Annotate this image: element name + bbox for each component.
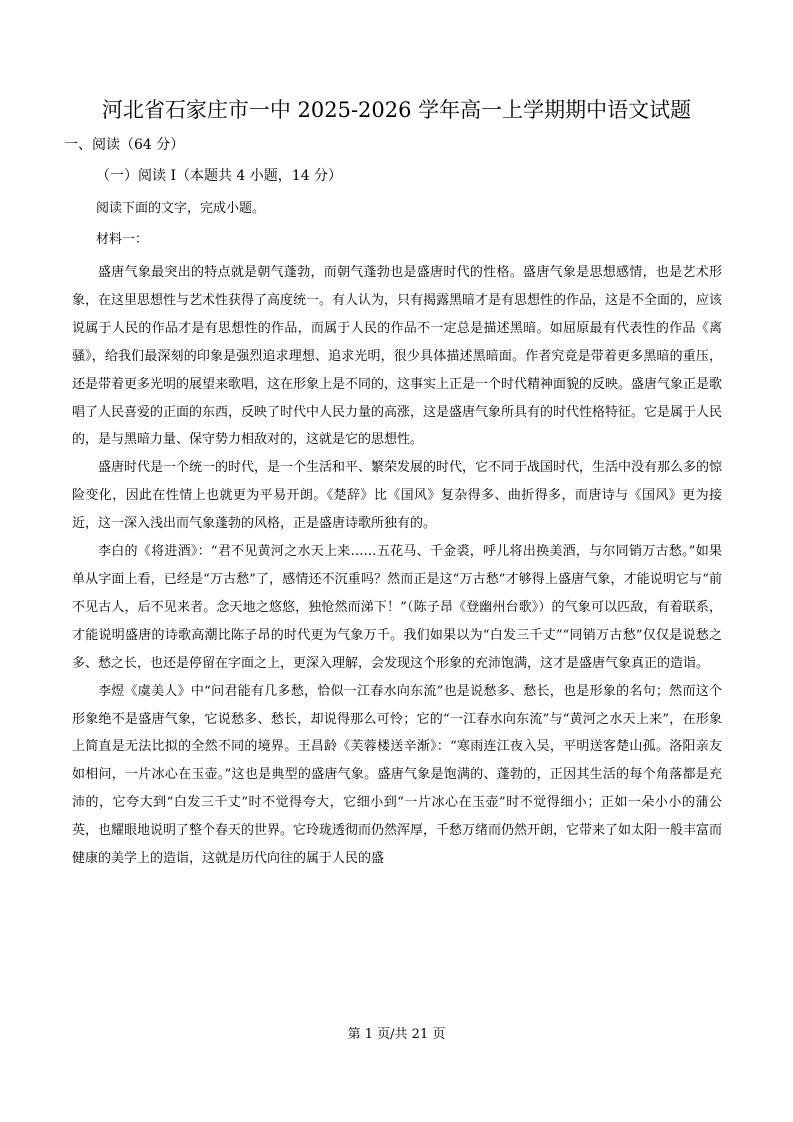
page-footer: 第 1 页/共 21 页: [347, 1027, 446, 1042]
paragraph: 李煜《虞美人》中“问君能有几多愁，恰似一江春水向东流”也是说愁多、愁长，也是形象的名句；然而这个形象绝不是盛唐气象，它说愁多、愁长，却说得那么可怜；它的“一江春水向东流”与“黄河之水天上来”，在形象上简直是无法比拟的全然不同的境界。王昌龄《芙蓉楼送辛渐》：“寒雨连江夜入吴，平明送客楚山孤。洛阳亲友如相问，一片冰心在玉壶。”这也是典型的盛唐气象。盛唐气象是饱满的、蓬勃的，正因其生活的每个角落都是充沛的，它夸大到“白发三千丈”时不觉得夸大，它细小到“一片冰心在玉壶”时不觉得细小；正如一朵小小的蒲公英，也耀眼地说明了整个春天的世界。它玲珑透彻而仍然浑厚，千愁万绪而仍然开朗，它带来了如太阳一般丰富而健康的美学上的造诣，这就是历代向往的属于人民的盛: [72, 683, 723, 867]
material-label: 材料一：: [96, 232, 149, 247]
instruction-text: 阅读下面的文字，完成小题。: [96, 201, 266, 216]
paragraph: 盛唐气象最突出的特点就是朝气蓬勃，而朝气蓬勃也是盛唐时代的性格。盛唐气象是思想感情，也是艺术形象，在这里思想性与艺术性获得了高度统一。有人认为，只有揭露黑暗才是有思想性的作品，这是不全面的，应该说属于人民的作品才是有思想性的作品，而属于人民的作品不一定总是描述黑暗。如屈原最有代表性的作品《离骚》，给我们最深刻的印象是强烈追求理想、追求光明，很少具体描述黑暗面。作者究竟是带着更多黑暗的重压，还是带着更多光明的展望来歌唱，这在形象上是不同的，这事实上正是一个时代精神面貌的反映。盛唐气象正是歌唱了人民喜爱的正面的东西，反映了时代中人民力量的高涨，这是盛唐气象所具有的时代性格特征。它是属于人民的，是与黑暗力量、保守势力相敌对的，这就是它的思想性。: [72, 265, 723, 448]
subsection-heading: （一）阅读 I（本题共 4 小题，14 分）: [96, 168, 343, 184]
article-body: [72, 259, 722, 873]
paragraph: 李白的《将进酒》：“君不见黄河之水天上来……五花马、千金裘，呼儿将出换美酒，与尔同销万古愁。”如果单从字面上看，已经是“万古愁”了，感情还不沉重吗？然而正是这“万古愁”才够得上盛唐气象，才能说明它与“前不见古人，后不见来者。念天地之悠悠，独怆然而涕下！”（陈子昂《登幽州台歌》）的气象可以匹敌，有着联系，才能说明盛唐的诗歌高潮比陈子昂的时代更为气象万千。我们如果以为“白发三千丈”“同销万古愁”仅仅是说愁之多、愁之长，也还是停留在字面之上，更深入理解，会发现这个形象的充沛饱满，这才是盛唐气象真正的造诣。: [72, 544, 722, 671]
paragraph: 盛唐时代是一个统一的时代，是一个生活和平、繁荣发展的时代，它不同于战国时代，生活中没有那么多的惊险变化，因此在性情上也就更为平易开朗。《楚辞》比《国风》复杂得多、曲折得多，而唐诗与《国风》更为接近，这一深入浅出而气象蓬勃的风格，正是盛唐诗歌所独有的。: [72, 460, 723, 532]
document-title: 河北省石家庄市一中 2025-2026 学年高一上学期期中语文试题: [101, 98, 692, 122]
section-heading: 一、阅读（64 分）: [64, 137, 185, 153]
